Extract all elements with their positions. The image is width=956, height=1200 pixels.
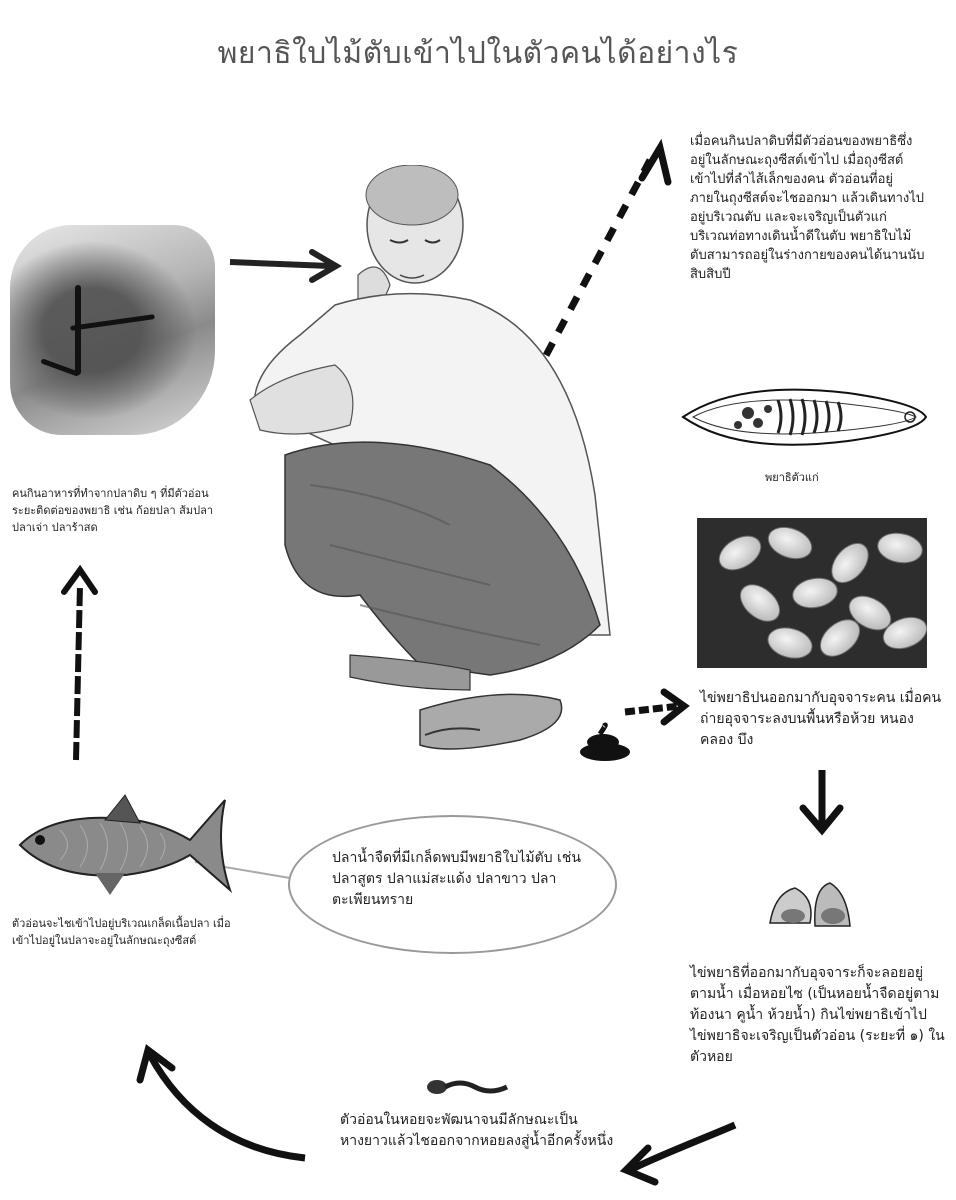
adult-fluke-label: พยาธิตัวแก่ — [765, 471, 819, 484]
arrow-eggs-to-snails-icon — [803, 770, 840, 830]
text-cercaria-stage: ตัวอ่อนในหอยจะพัฒนาจนมีลักษณะเป็นหางยาวแล้วไชออกจากหอยลงสู่น้ำอีกครั้งหนึ่ง — [340, 1112, 614, 1149]
text-raw-fish-food: คนกินอาหารที่ทำจากปลาดิบ ๆ ที่มีตัวอ่อนระยะติดต่อของพยาธิ เช่น ก้อยปลา ส้มปลา ปลาเจ่า ปลาร้าสด — [12, 487, 214, 534]
freshwater-fish-photo — [15, 785, 235, 905]
fluke-eggs-micrograph — [697, 518, 927, 668]
cercaria-larva-drawing — [425, 1075, 510, 1100]
arrow-snails-to-cercaria-icon — [626, 1125, 735, 1182]
bithynia-snails-drawing — [765, 878, 855, 933]
text-eggs-in-stool: ไข่พยาธิปนออกมากับอุจจาระคน เมื่อคนถ่ายอุจจาระลงบนพื้นหรือห้วย หนองคลอง บึง — [700, 690, 942, 748]
text-fish-cyst: ตัวอ่อนจะไชเข้าไปอยู่บริเวณเกล็ดเนื้อปลา เมื่อเข้าไปอยู่ในปลาจะอยู่ในลักษณะถุงซีสต์ — [12, 917, 231, 947]
text-fish-species: ปลาน้ำจืดที่มีเกล็ดพบมีพยาธิใบไม้ตับ เช่น ปลาสูตร ปลาแม่สะแด้ง ปลาขาว ปลาตะเพียนทราย — [332, 850, 581, 908]
page-title: พยาธิใบไม้ตับเข้าไปในตัวคนได้อย่างไร — [217, 36, 739, 71]
arrow-cercaria-to-fish-icon — [140, 1050, 305, 1158]
text-snail-stage: ไข่พยาธิที่ออกมากับอุจจาระก็จะลอยอยู่ตามน้ำ เมื่อหอยไซ (เป็นหอยน้ำจืดอยู่ตามท้องนา คูน้ำ ห้วยน้ำ) กินไข่พยาธิเข้าไป ไข่พยาธิจะเจริญเป็นตัวอ่อน (ระยะที่ ๑) ในตัวหอย — [690, 965, 945, 1065]
liver-fluke-drawing — [678, 375, 928, 465]
arrow-fish-to-food-icon — [64, 570, 95, 760]
raw-fish-food-photo — [10, 225, 215, 435]
squatting-man-illustration — [240, 165, 640, 765]
text-infection-route: เมื่อคนกินปลาดิบที่มีตัวอ่อนของพยาธิซึ่งอยู่ในลักษณะถุงซีสต์เข้าไป เมื่อถุงซีสต์เข้าไปที่ลำไส้เล็กของคน ตัวอ่อนที่อยู่ภายในถุงซีสต์จะไชออกมา แล้วเดินทางไปอยู่บริเวณตับ และจะเจริญเป็นตัวแก่บริเวณท่อทางเดินน้ำดีในตับ พยาธิใบไม้ตับสามารถอยู่ในร่างกายของคนได้นานนับสิบสิบปี — [690, 134, 925, 282]
stool-icon — [578, 722, 633, 762]
